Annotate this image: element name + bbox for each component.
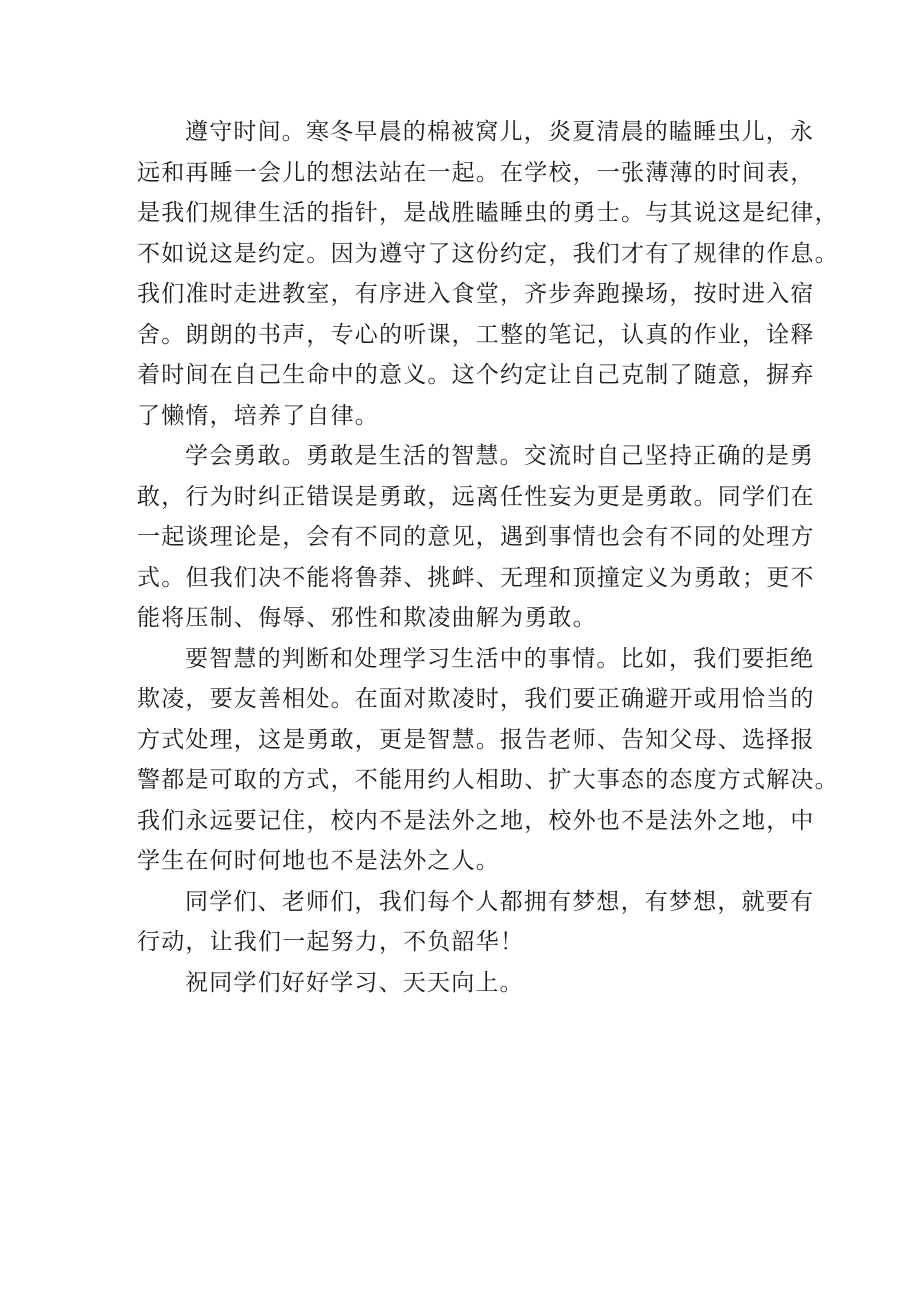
paragraph-be-brave — [137, 436, 815, 639]
text-line: 远和再睡一会儿的想法站在一起。在学校，一张薄薄的时间表， — [137, 159, 815, 186]
text-line: 式。但我们决不能将鲁莽、挑衅、无理和顶撞定义为勇敢；更不 — [137, 564, 815, 591]
text-line: 我们永远要记住，校内不是法外之地，校外也不是法外之地，中 — [137, 807, 815, 834]
paragraph-wisdom — [137, 639, 839, 882]
text-line: 舍。朗朗的书声，专心的听课，工整的笔记，认真的作业，诠释 — [137, 321, 815, 348]
text-line: 祝同学们好好学习、天天向上。 — [185, 969, 524, 996]
text-line: 行动，让我们一起努力，不负韶华！ — [137, 929, 525, 955]
text-line: 同学们、老师们，我们每个人都拥有梦想，有梦想，就要有 — [185, 888, 815, 915]
text-line: 敢，行为时纠正错误是勇敢，远离任性妄为更是勇敢。同学们在 — [137, 483, 815, 510]
paragraph-closing-wish — [137, 963, 809, 1004]
text-line: 是我们规律生活的指针，是战胜瞌睡虫的勇士。与其说这是纪律， — [137, 200, 839, 226]
text-line: 学生在何时何地也不是法外之人。 — [137, 848, 500, 874]
text-line: 不如说这是约定。因为遵守了这份约定，我们才有了规律的作息。 — [137, 240, 839, 267]
text-line: 了懒惰，培养了自律。 — [137, 402, 379, 429]
text-line: 能将压制、侮辱、邪性和欺凌曲解为勇敢。 — [137, 605, 597, 631]
text-line: 着时间在自己生命中的意义。这个约定让自己克制了随意，摒弃 — [137, 362, 815, 388]
text-line: 我们准时走进教室，有序进入食堂，齐步奔跑操场，按时进入宿 — [137, 281, 815, 307]
text-line: 欺凌，要友善相处。在面对欺凌时，我们要正确避开或用恰当的 — [137, 686, 815, 712]
text-line: 一起谈理论是，会有不同的意见，遇到事情也会有不同的处理方 — [137, 524, 815, 550]
text-line: 遵守时间。寒冬早晨的棉被窝儿，炎夏清晨的瞌睡虫儿，永 — [185, 119, 815, 145]
text-line: 学会勇敢。勇敢是生活的智慧。交流时自己坚持正确的是勇 — [185, 443, 815, 469]
text-line: 方式处理，这是勇敢，更是智慧。报告老师、告知父母、选择报 — [137, 726, 815, 753]
text-line: 警都是可取的方式，不能用约人相助、扩大事态的态度方式解决。 — [137, 767, 839, 793]
document-body — [137, 112, 839, 1003]
text-line: 要智慧的判断和处理学习生活中的事情。比如，我们要拒绝 — [185, 645, 815, 672]
paragraph-keep-time — [137, 112, 839, 436]
paragraph-dreams — [137, 882, 815, 963]
